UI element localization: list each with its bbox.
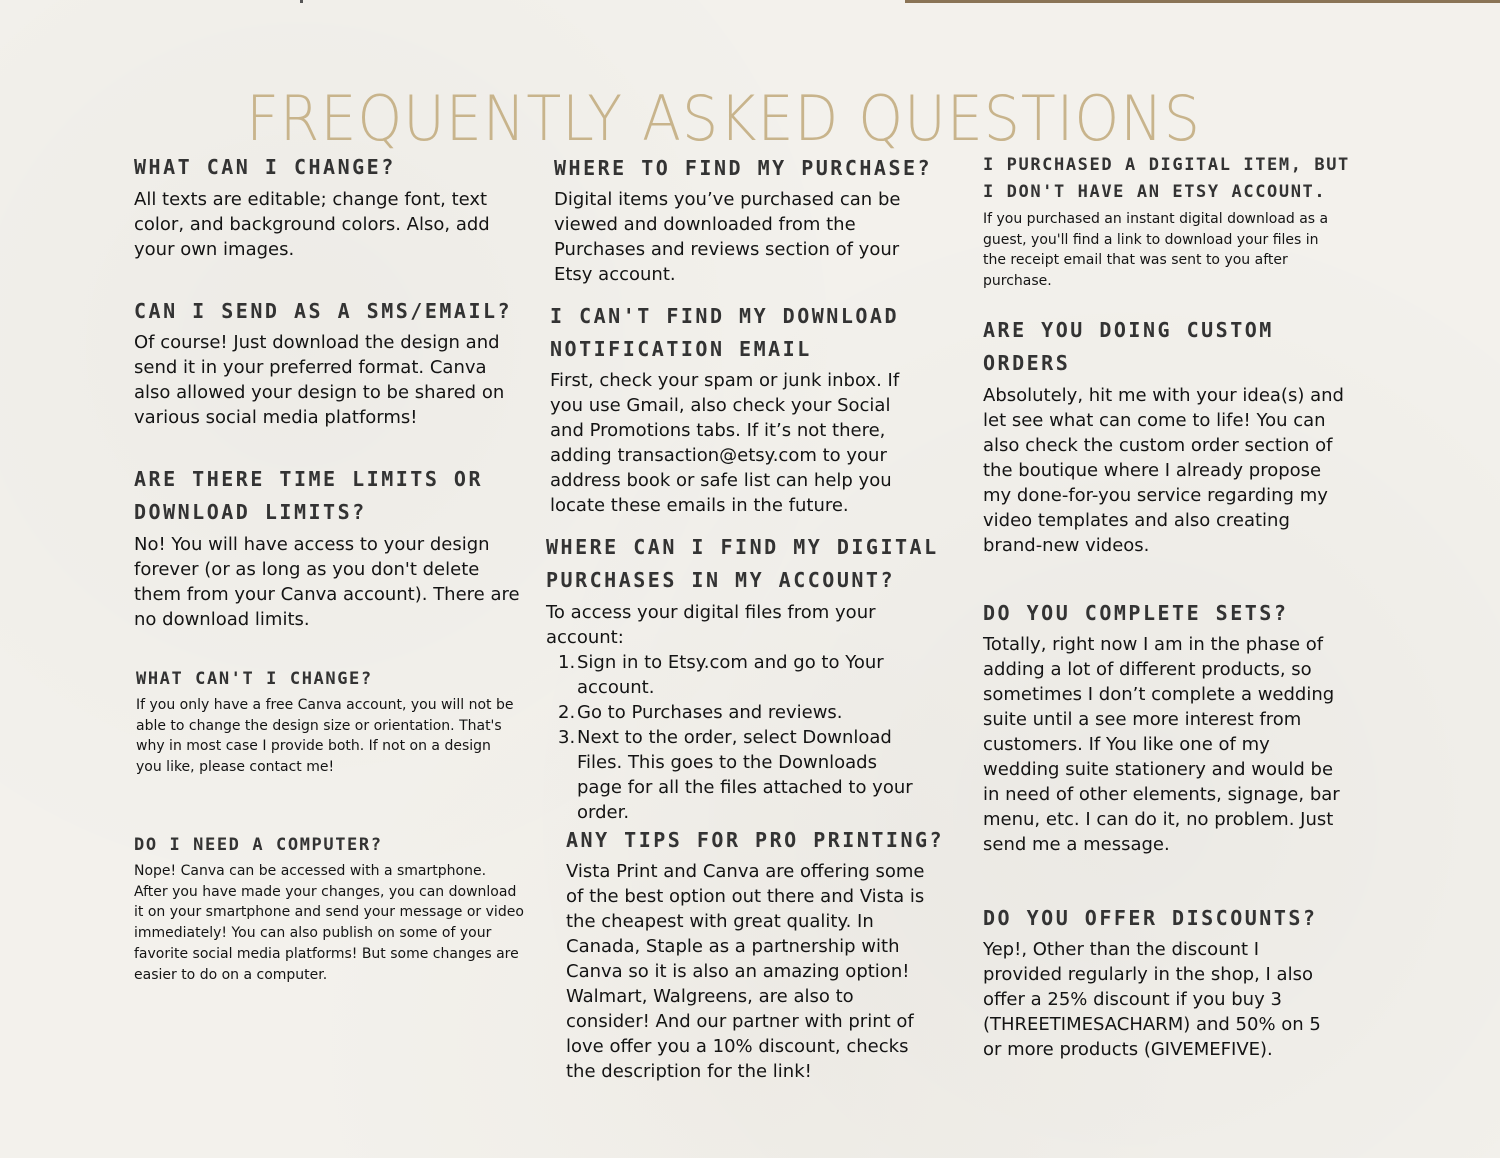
faq-answer-complete-sets: Totally, right now I am in the phase of adding a lot of different products, so sometimes I don’t complete a wedding suite until a see more interest from customers. If You like one of my wedding suite stationery and would be in need of other elements, signage, bar menu, etc. I can do it, no problem. Just send me a message. xyxy=(983,634,1340,855)
faq-answer-send-sms-email: Of course! Just download the design and send it in your preferred format. Canva also allowed your design to be shared on various social media platforms! xyxy=(134,332,505,428)
faq-question-send-sms-email: CAN I SEND AS A SMS/EMAIL? xyxy=(134,299,513,323)
download-step xyxy=(546,700,916,725)
step-number: 3. xyxy=(558,727,576,748)
faq-answer-need-computer: Nope! Canva can be accessed with a smartphone. After you have made your changes, you can download it on your smartphone and send your message or video immediately! You can also publish on some of your favorite social media platforms! But some changes are easier to do on a computer. xyxy=(134,863,524,983)
faq-question-where-find-purchase: WHERE TO FIND MY PURCHASE? xyxy=(554,156,933,180)
faq-question-what-can-i-change: WHAT CAN I CHANGE? xyxy=(134,155,396,179)
faq-answer-where-find-purchase: Digital items you’ve purchased can be viewed and downloaded from the Purchases and reviews section of your Etsy account. xyxy=(554,189,901,285)
download-step xyxy=(546,725,916,825)
faq-question-custom-orders: ARE YOU DOING CUSTOM ORDERS xyxy=(983,318,1274,375)
faq-answer-digital-purchases-account: To access your digital files from your account: xyxy=(546,602,876,648)
step-number: 1. xyxy=(558,652,576,673)
faq-question-cant-find-email: I CAN'T FIND MY DOWNLOAD NOTIFICATION EMAIL xyxy=(550,304,899,361)
faq-answer-discounts: Yep!, Other than the discount I provided regularly in the shop, I also offer a 25% discount if you buy 3 (THREETIMESACHARM) and 50% on 5 or more products (GIVEMEFIVE). xyxy=(983,939,1321,1060)
step-text: Go to Purchases and reviews. xyxy=(577,702,843,723)
faq-question-no-etsy-account: I PURCHASED A DIGITAL ITEM, BUT I DON'T HAVE AN ETSY ACCOUNT. xyxy=(983,155,1350,202)
download-step xyxy=(546,650,916,700)
faq-question-pro-printing: ANY TIPS FOR PRO PRINTING? xyxy=(566,828,945,852)
faq-answer-what-cant-i-change: If you only have a free Canva account, you will not be able to change the design size or orientation. That's why in most case I provide both. If not on a design you like, please contact me! xyxy=(136,697,514,776)
faq-question-need-computer: DO I NEED A COMPUTER? xyxy=(134,835,383,855)
faq-answer-pro-printing: Vista Print and Canva are offering some of the best option out there and Vista is the cheapest with great quality. In Canada, Staple as a partnership with Canva so it is also an amazing option! Walmart, Walgreens, are also to consider! And our partner with print of love offer you a 10% discount, checks the description for the link! xyxy=(566,861,925,1082)
faq-answer-what-can-i-change: All texts are editable; change font, text color, and background colors. Also, add your own images. xyxy=(134,189,490,260)
page-title: FREQUENTLY ASKED QUESTIONS xyxy=(246,81,1201,155)
faq-answer-custom-orders: Absolutely, hit me with your idea(s) and let see what can come to life! You can also check the custom order section of the boutique where I already propose my done-for-you service regarding my video templates and also creating brand-new videos. xyxy=(983,385,1344,556)
faq-question-complete-sets: DO YOU COMPLETE SETS? xyxy=(983,601,1289,625)
top-edge-mark xyxy=(300,0,303,3)
faq-answer-no-etsy-account: If you purchased an instant digital download as a guest, you'll find a link to download your files in the receipt email that was sent to you after purchase. xyxy=(983,211,1329,290)
faq-answer-cant-find-email: First, check your spam or junk inbox. If you use Gmail, also check your Social and Promotions tabs. If it’s not there, adding transaction@etsy.com to your address book or safe list can help you locate these emails in the future. xyxy=(550,370,900,516)
step-number: 2. xyxy=(558,702,576,723)
download-steps-list xyxy=(546,650,916,825)
faq-question-what-cant-i-change: WHAT CAN'T I CHANGE? xyxy=(136,669,373,689)
top-edge-bar xyxy=(905,0,1500,3)
faq-question-time-limits: ARE THERE TIME LIMITS OR DOWNLOAD LIMITS? xyxy=(134,467,483,524)
faq-question-digital-purchases-account: WHERE CAN I FIND MY DIGITAL PURCHASES IN MY ACCOUNT? xyxy=(546,535,939,592)
step-text: Next to the order, select Download Files. This goes to the Downloads page for all the files attached to your order. xyxy=(577,727,913,823)
faq-question-discounts: DO YOU OFFER DISCOUNTS? xyxy=(983,906,1318,930)
step-text: Sign in to Etsy.com and go to Your account. xyxy=(577,652,884,698)
faq-answer-time-limits: No! You will have access to your design forever (or as long as you don't delete them from your Canva account). There are no download limits. xyxy=(134,534,520,630)
